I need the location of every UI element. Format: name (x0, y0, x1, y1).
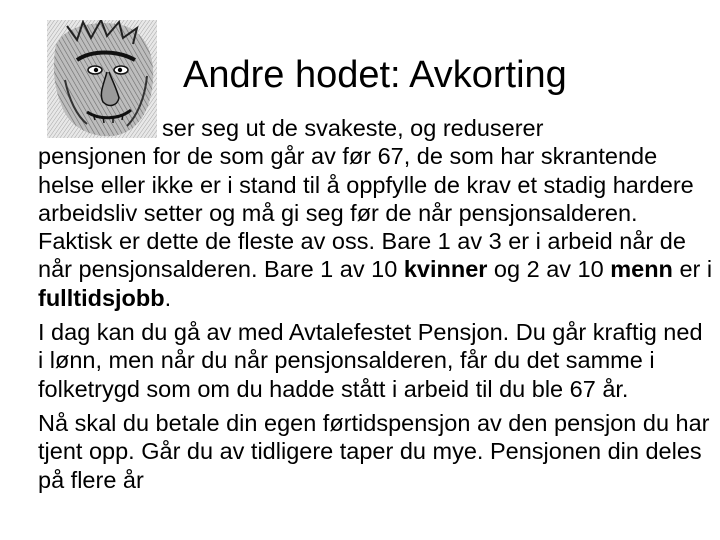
bold-fulltidsjobb: fulltidsjobb (38, 284, 165, 311)
paragraph-1-text: pensjonen for de som går av før 67, de som har skrantende helse eller ikke er i stand til å oppfylle de krav et stadig hardere arbeidsliv setter og må gi seg før de når pensjonsalderen. Faktisk er dette de fleste av oss. Bare 1 av 3 er i arbeid når de når pensjonsalderen. Bare 1 av 10 (38, 143, 694, 283)
paragraph-1-text-3: er i (672, 256, 713, 283)
paragraph-3: Nå skal du betale din egen førtidspensjon av den pensjon du har tjent opp. Går du av tidligere taper du mye. Pensjonen din deles på flere år (38, 409, 710, 493)
bold-menn: menn (610, 256, 673, 283)
paragraph-2: I dag kan du gå av med Avtalefestet Pensjon. Du går kraftig ned i lønn, men når du når pensjonsalderen, får du det samme i folketrygd som om du hadde stått i arbeid til du ble 67 år. (38, 319, 703, 402)
bold-kvinner: kvinner (403, 256, 488, 283)
paragraph-1 (38, 114, 713, 312)
paragraph-1-end: . (164, 284, 172, 311)
slide-body (38, 114, 713, 494)
paragraph-1-first-line: ser seg ut de svakeste, og reduserer (162, 115, 544, 141)
paragraph-1-text-2: og 2 av 10 (487, 256, 611, 283)
slide-title: Andre hodet: Avkorting (183, 54, 567, 96)
